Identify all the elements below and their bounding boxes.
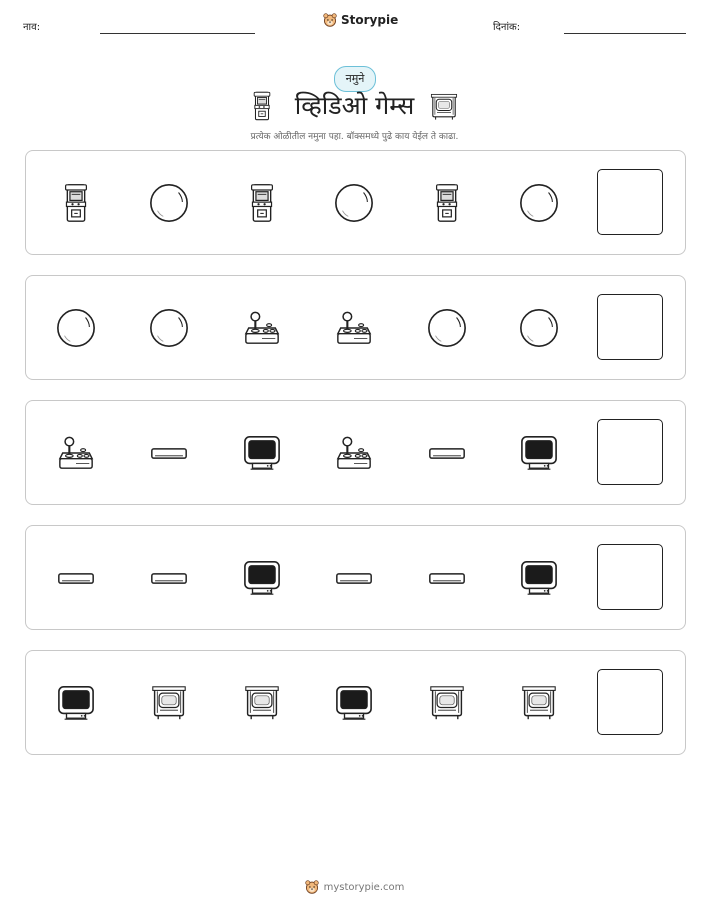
crt-monitor-icon <box>520 434 558 472</box>
bubble-icon <box>518 182 560 224</box>
retro-tv-icon <box>151 685 187 721</box>
footer-url: mystorypie.com <box>323 881 405 893</box>
page-title: व्हिडिओ गेम्स <box>294 91 415 120</box>
pattern-cell <box>511 300 567 356</box>
joystick-icon <box>57 434 95 472</box>
pattern-cell <box>419 675 475 731</box>
pattern-cell <box>141 425 197 481</box>
pattern-cell <box>234 425 290 481</box>
cartridge-bar-icon <box>150 572 188 585</box>
pattern-cell <box>511 550 567 606</box>
retro-tv-icon <box>244 685 280 721</box>
pattern-row <box>25 275 686 380</box>
pattern-badge: नमुने <box>334 66 376 92</box>
cartridge-bar-icon <box>335 572 373 585</box>
bubble-icon <box>518 307 560 349</box>
cartridge-bar-icon <box>57 572 95 585</box>
joystick-icon <box>335 434 373 472</box>
arcade-cabinet-icon <box>63 183 89 223</box>
arcade-cabinet-icon <box>434 183 460 223</box>
pattern-cell <box>48 550 104 606</box>
pattern-row <box>25 400 686 505</box>
answer-box[interactable] <box>597 544 663 610</box>
bubble-icon <box>426 307 468 349</box>
retro-tv-icon <box>521 685 557 721</box>
name-line[interactable] <box>100 33 255 34</box>
pattern-row <box>25 525 686 630</box>
cartridge-bar-icon <box>428 572 466 585</box>
answer-box[interactable] <box>597 169 663 235</box>
pattern-cell <box>141 675 197 731</box>
mascot-icon <box>305 880 319 894</box>
pattern-row <box>25 650 686 755</box>
bubble-icon <box>148 307 190 349</box>
pattern-cell <box>234 550 290 606</box>
brand-logo <box>323 13 398 27</box>
instructions: प्रत्येक ओळीतील नमुना पहा. बॉक्समध्ये पुढे काय येईल ते काढा. <box>250 132 459 142</box>
pattern-cell <box>48 675 104 731</box>
bubble-icon <box>333 182 375 224</box>
pattern-cell <box>234 675 290 731</box>
pattern-cell <box>234 300 290 356</box>
crt-monitor-icon <box>335 684 373 722</box>
joystick-icon <box>243 309 281 347</box>
bubble-icon <box>55 307 97 349</box>
pattern-cell <box>234 175 290 231</box>
pattern-cell <box>419 300 475 356</box>
cartridge-bar-icon <box>428 447 466 460</box>
pattern-cell <box>511 675 567 731</box>
pattern-cell <box>419 425 475 481</box>
joystick-icon <box>335 309 373 347</box>
pattern-cell <box>48 300 104 356</box>
retro-tv-icon <box>430 93 458 121</box>
pattern-cell <box>141 300 197 356</box>
answer-box[interactable] <box>597 419 663 485</box>
pattern-cell <box>141 175 197 231</box>
answer-box[interactable] <box>597 294 663 360</box>
bubble-icon <box>148 182 190 224</box>
pattern-cell <box>326 300 382 356</box>
pattern-cell <box>48 425 104 481</box>
crt-monitor-icon <box>520 559 558 597</box>
pattern-cell <box>141 550 197 606</box>
footer <box>0 880 709 894</box>
date-label: दिनांक: <box>493 22 521 33</box>
arcade-cabinet-icon <box>249 183 275 223</box>
crt-monitor-icon <box>243 434 281 472</box>
pattern-cell <box>48 175 104 231</box>
date-line[interactable] <box>564 33 686 34</box>
pattern-cell <box>326 425 382 481</box>
mascot-icon <box>323 13 337 27</box>
pattern-cell <box>326 175 382 231</box>
cartridge-bar-icon <box>150 447 188 460</box>
crt-monitor-icon <box>57 684 95 722</box>
pattern-cell <box>419 175 475 231</box>
pattern-cell <box>326 550 382 606</box>
name-label: नाव: <box>23 22 41 33</box>
brand-name: Storypie <box>341 13 399 27</box>
pattern-cell <box>511 175 567 231</box>
retro-tv-icon <box>429 685 465 721</box>
answer-box[interactable] <box>597 669 663 735</box>
pattern-cell <box>419 550 475 606</box>
pattern-cell <box>511 425 567 481</box>
pattern-row <box>25 150 686 255</box>
crt-monitor-icon <box>243 559 281 597</box>
pattern-cell <box>326 675 382 731</box>
